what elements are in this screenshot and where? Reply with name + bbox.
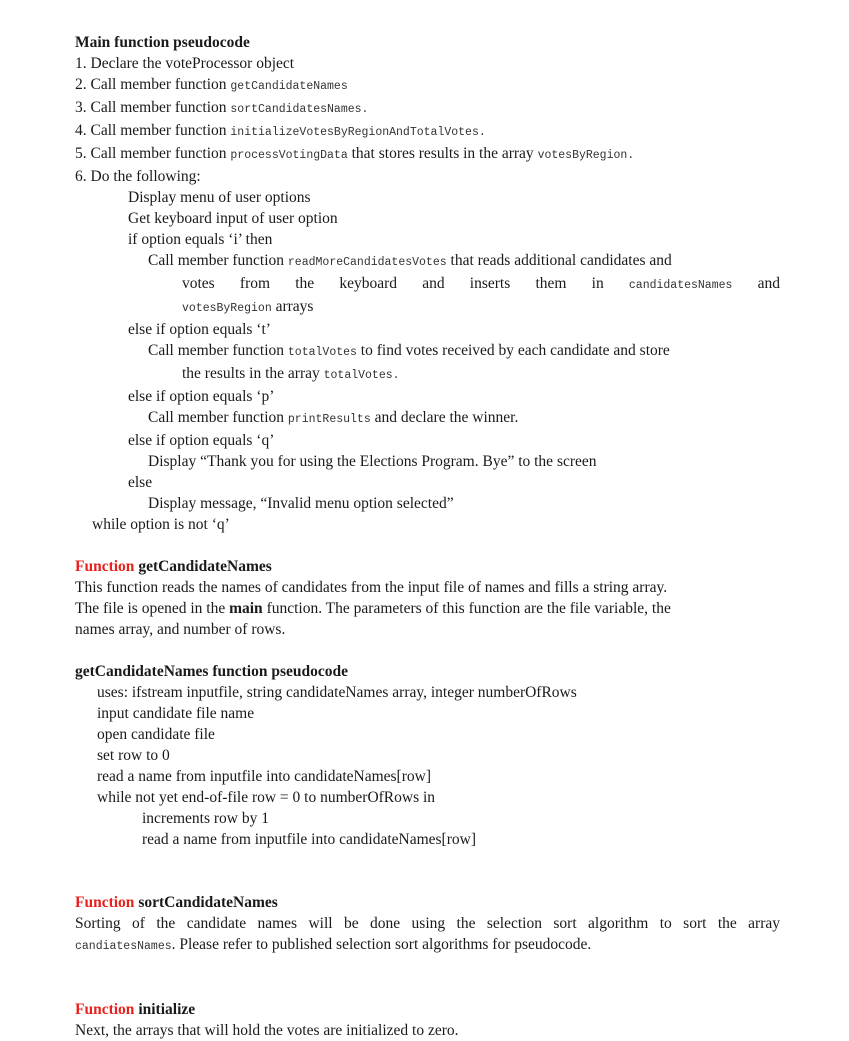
pseudo-line: input candidate file name [97,705,255,722]
loop-else: else [128,474,153,491]
loop-i-cont2: votesByRegion arrays [182,298,314,315]
get-candidate-names-heading: Function getCandidateNames [75,558,272,575]
loop-elif-q: else if option equals ‘q’ [128,432,275,449]
main-step-5: 5. Call member function processVotingData that stores results in the array votesByRegion. [75,145,635,162]
pseudo-line: open candidate file [97,726,215,743]
loop-p-call: Call member function printResults and declare the winner. [148,409,519,426]
main-step-1: 1. Declare the voteProcessor object [75,55,295,72]
main-step-2: 2. Call member function getCandidateNames [75,76,348,93]
loop-elif-p: else if option equals ‘p’ [128,388,275,405]
loop-i-call: Call member function readMoreCandidatesVotes that reads additional candidates and [148,252,672,269]
initialize-desc: Next, the arrays that will hold the votes are initialized to zero. [75,1022,459,1039]
pseudo-inner-line: increments row by 1 [142,810,269,827]
sort-desc-2: candiatesNames. Please refer to published selection sort algorithms for pseudocode. [75,936,592,953]
document-page [75,32,780,1041]
loop-get-input: Get keyboard input of user option [128,210,338,227]
main-step-3: 3. Call member function sortCandidatesNames. [75,99,369,116]
pseudo-line: read a name from inputfile into candidateNames[row] [97,768,431,785]
loop-t-call: Call member function totalVotes to find votes received by each candidate and store [148,342,670,359]
pseudo-inner-line: read a name from inputfile into candidateNames[row] [142,831,476,848]
get-candidate-names-desc-3: names array, and number of rows. [75,621,286,638]
loop-t-cont: the results in the array totalVotes. [182,365,400,382]
get-candidate-names-pseudocode-heading: getCandidateNames function pseudocode [75,663,348,680]
sort-desc-1: Sorting of the candidate names will be done using the selection sort algorithm to sort the array [75,915,780,932]
initialize-heading: Function initialize [75,1001,196,1018]
pseudo-line: set row to 0 [97,747,170,764]
loop-else-display: Display message, “Invalid menu option selected” [148,495,454,512]
loop-if-i: if option equals ‘i’ then [128,231,273,248]
sort-candidate-names-heading: Function sortCandidateNames [75,894,278,911]
main-step-6: 6. Do the following: [75,168,201,185]
pseudo-line: uses: ifstream inputfile, string candidateNames array, integer numberOfRows [97,684,577,701]
loop-display-menu: Display menu of user options [128,189,311,206]
pseudo-line: while not yet end-of-file row = 0 to numberOfRows in [97,789,436,806]
loop-while: while option is not ‘q’ [92,516,230,533]
loop-elif-t: else if option equals ‘t’ [128,321,271,338]
get-candidate-names-desc-2: The file is opened in the main function. The parameters of this function are the file variable, the [75,600,671,617]
loop-q-display: Display “Thank you for using the Elections Program. Bye” to the screen [148,453,597,470]
loop-i-cont: votes from the keyboard and inserts them in candidatesNames and [182,275,780,292]
main-pseudocode-heading: Main function pseudocode [75,34,250,51]
main-step-4: 4. Call member function initializeVotesByRegionAndTotalVotes. [75,122,486,139]
get-candidate-names-desc-1: This function reads the names of candidates from the input file of names and fills a string array. [75,579,668,596]
